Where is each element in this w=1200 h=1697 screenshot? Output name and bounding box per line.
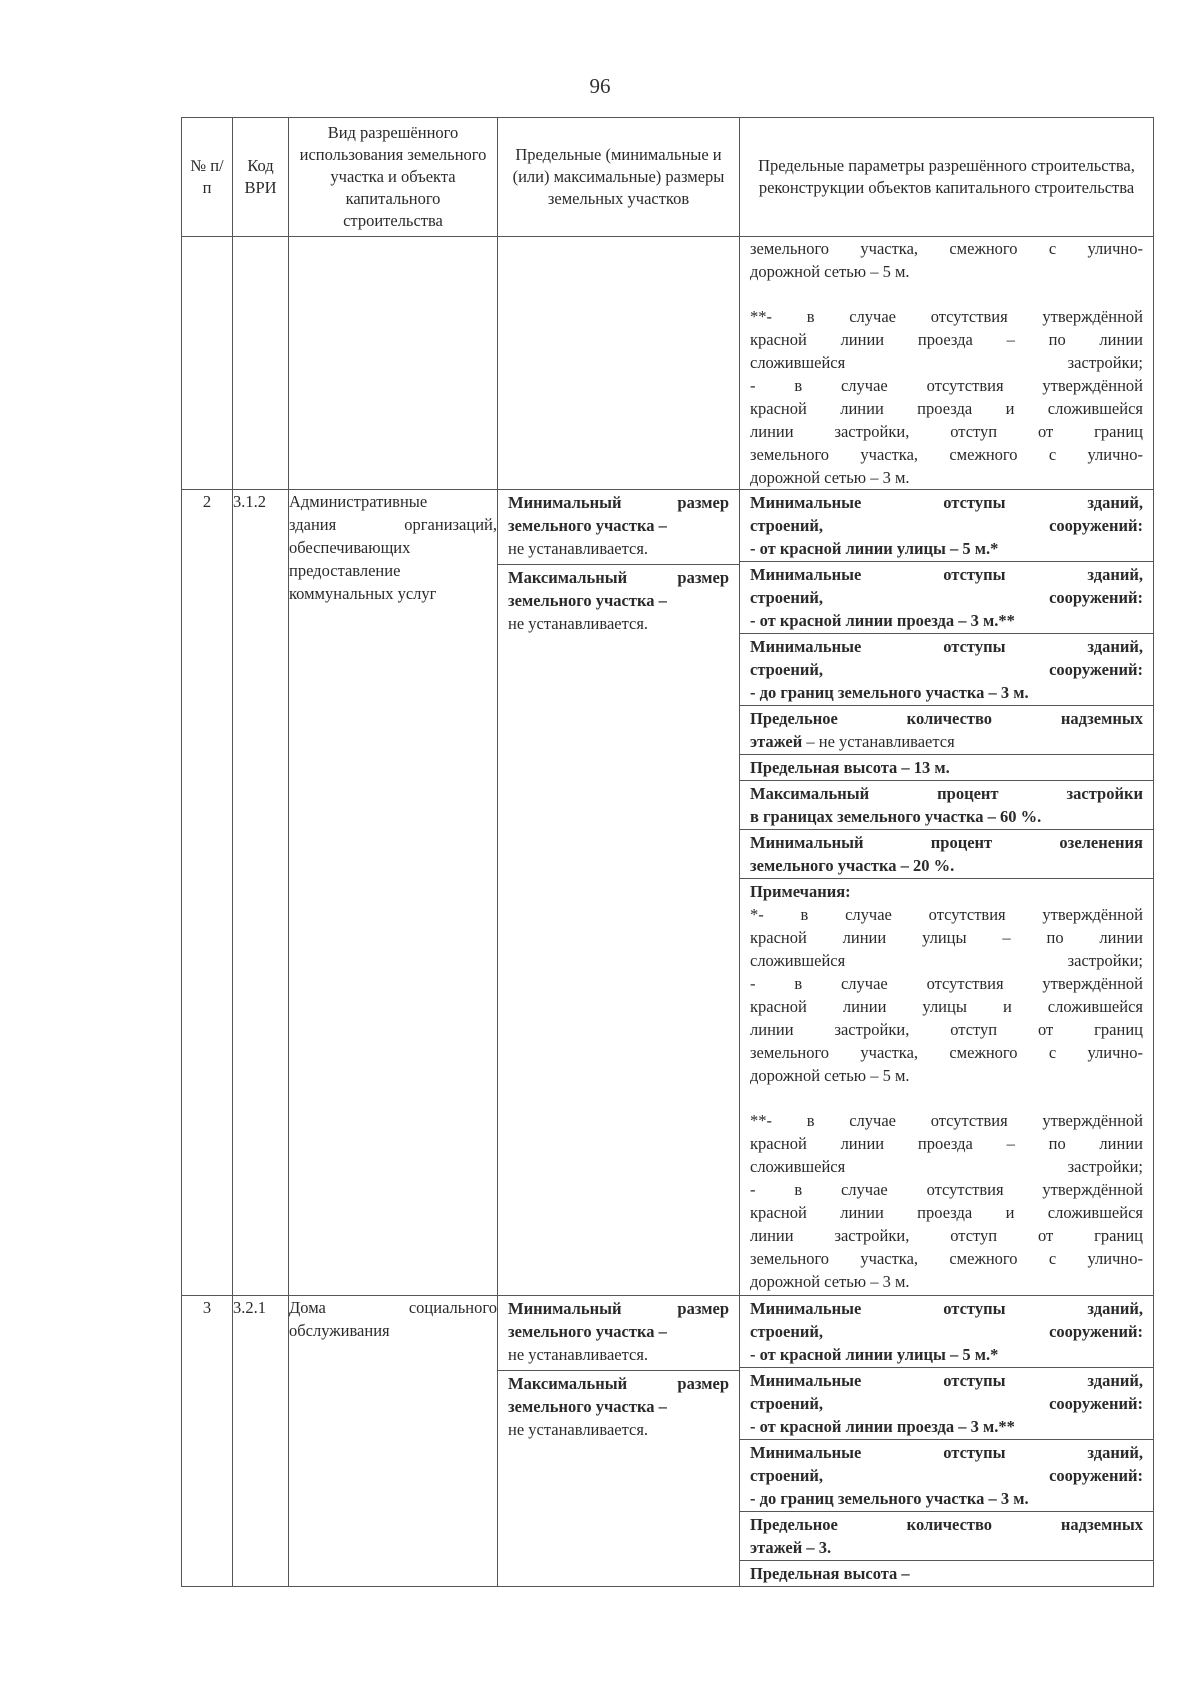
plot-size-bold-line: земельного участка – (508, 1397, 667, 1416)
parameter-line: строений, сооружений: (750, 1466, 1143, 1485)
parameter-line: строений, сооружений: (750, 1322, 1143, 1341)
page-number: 96 (589, 74, 611, 98)
parameter-line: - до границ земельного участка – 3 м. (750, 1489, 1029, 1508)
parameter-line: Предельное количество надземных (750, 1515, 1143, 1534)
plot-size-bold-line: земельного участка – (508, 516, 667, 535)
parameter-line: Минимальные отступы зданий, (750, 1299, 1143, 1318)
parameter-block (740, 1440, 1153, 1512)
plot-size-value: не устанавливается. (508, 539, 649, 558)
parameter-line: Предельная высота – (750, 1564, 910, 1583)
notes-title: Примечания: (750, 882, 851, 901)
plot-size-value: не устанавливается. (508, 614, 649, 633)
notes-block (740, 879, 1153, 1295)
plot-size-bold-line: Минимальный размер (508, 493, 729, 512)
plot-size-block (498, 490, 739, 565)
parameter-line: - до границ земельного участка – 3 м. (750, 683, 1029, 702)
plot-size-block (498, 1296, 739, 1371)
header-code: Код ВРИ (233, 118, 289, 237)
plot-size-bold-line: Максимальный размер (508, 568, 729, 587)
parameter-line: - от красной линии улицы – 5 м.* (750, 1345, 999, 1364)
continuation-text-a (740, 237, 1153, 283)
parameter-block (740, 1512, 1153, 1561)
continuation-line: красной линии проезда и сложившейся (750, 399, 1143, 418)
parameter-line: - от красной линии улицы – 5 м.* (750, 539, 999, 558)
continuation-text-b (740, 305, 1153, 489)
plot-size-value: не устанавливается. (508, 1345, 649, 1364)
continuation-line: **- в случае отсутствия утверждённой (750, 307, 1143, 326)
use-type-line: Дома социального (289, 1298, 497, 1317)
header-number: № п/п (182, 118, 233, 237)
note-line: - в случае отсутствия утверждённой (750, 1180, 1143, 1199)
parameter-line: строений, сооружений: (750, 1394, 1143, 1413)
parameter-block (740, 755, 1153, 781)
parameter-block (740, 562, 1153, 634)
plot-size-bold-line: земельного участка – (508, 591, 667, 610)
parameter-line: строений, сооружений: (750, 588, 1143, 607)
continuation-line: линии застройки, отступ от границ (750, 422, 1143, 441)
plot-size-bold-line: Минимальный размер (508, 1299, 729, 1318)
parameter-block (740, 490, 1153, 562)
use-type-line: коммунальных услуг (289, 584, 437, 603)
plot-size-bold-line: Максимальный размер (508, 1374, 729, 1393)
note-line: земельного участка, смежного с улично- (750, 1043, 1143, 1062)
parameter-line: этажей – не устанавливается (750, 732, 955, 751)
note-line: **- в случае отсутствия утверждённой (750, 1111, 1143, 1130)
parameter-line: Минимальные отступы зданий, (750, 493, 1143, 512)
plot-size-block (498, 565, 739, 639)
note-line: - в случае отсутствия утверждённой (750, 974, 1143, 993)
plot-size-bold-line: земельного участка – (508, 1322, 667, 1341)
parameter-line: Минимальный процент озеленения (750, 833, 1143, 852)
row-parameters (740, 1296, 1154, 1587)
continuation-line: дорожной сетью – 3 м. (750, 468, 910, 487)
note-line: сложившейся застройки; (750, 951, 1143, 970)
plot-size-value: не устанавливается. (508, 1420, 649, 1439)
regulations-table (181, 117, 1154, 1587)
parameter-line: в границах земельного участка – 60 %. (750, 807, 1042, 826)
parameter-line: этажей – 3. (750, 1538, 832, 1557)
note-line: красной линии улицы – по линии (750, 928, 1143, 947)
row-code: 3.2.1 (233, 1296, 289, 1587)
parameter-line: Минимальные отступы зданий, (750, 1371, 1143, 1390)
parameter-line: Минимальные отступы зданий, (750, 1443, 1143, 1462)
note-line: земельного участка, смежного с улично- (750, 1249, 1143, 1268)
parameter-line: Максимальный процент застройки (750, 784, 1143, 803)
note-line: линии застройки, отступ от границ (750, 1020, 1143, 1039)
notes-gap (750, 1087, 1143, 1109)
row-use-type (289, 490, 498, 1296)
parameter-block (740, 1561, 1153, 1586)
parameter-line: строений, сооружений: (750, 516, 1143, 535)
continuation-line: сложившейся застройки; (750, 353, 1143, 372)
table-row (182, 1296, 1154, 1587)
row-code: 3.1.2 (233, 490, 289, 1296)
note-line: красной линии проезда – по линии (750, 1134, 1143, 1153)
header-plot-sizes: Предельные (минимальные и (или) максимальные) размеры земельных участков (498, 118, 740, 237)
parameter-block (740, 781, 1153, 830)
table-header-row (182, 118, 1154, 237)
continuation-line: земельного участка, смежного с улично- (750, 445, 1143, 464)
row-number: 3 (182, 1296, 233, 1587)
parameter-block (740, 1296, 1153, 1368)
parameter-line: земельного участка – 20 %. (750, 856, 955, 875)
row-plot-sizes (498, 1296, 740, 1587)
use-type-line: предоставление (289, 561, 401, 580)
use-type-line: обслуживания (289, 1321, 390, 1340)
note-line: сложившейся застройки; (750, 1157, 1143, 1176)
continuation-cell (740, 237, 1154, 490)
row-parameters (740, 490, 1154, 1296)
parameter-line: Минимальные отступы зданий, (750, 637, 1143, 656)
plot-size-block (498, 1371, 739, 1445)
row-number: 2 (182, 490, 233, 1296)
table-row-continuation (182, 237, 1154, 490)
continuation-line: красной линии проезда – по линии (750, 330, 1143, 349)
parameter-line: - от красной линии проезда – 3 м.** (750, 1417, 1015, 1436)
note-line: дорожной сетью – 3 м. (750, 1272, 910, 1291)
use-type-line: обеспечивающих (289, 538, 411, 557)
continuation-line: дорожной сетью – 5 м. (750, 262, 910, 281)
parameter-block (740, 830, 1153, 879)
row-plot-sizes (498, 490, 740, 1296)
continuation-line: - в случае отсутствия утверждённой (750, 376, 1143, 395)
note-line: дорожной сетью – 5 м. (750, 1066, 910, 1085)
note-line: красной линии проезда и сложившейся (750, 1203, 1143, 1222)
parameter-block (740, 634, 1153, 706)
use-type-line: здания организаций, (289, 515, 497, 534)
table-row (182, 490, 1154, 1296)
note-line: *- в случае отсутствия утверждённой (750, 905, 1143, 924)
parameter-line: - от красной линии проезда – 3 м.** (750, 611, 1015, 630)
use-type-line: Административные (289, 492, 428, 511)
header-use-type: Вид разрешённого использования земельного участка и объекта капитального строительства (289, 118, 498, 237)
parameter-line: Минимальные отступы зданий, (750, 565, 1143, 584)
parameter-tail: – не устанавливается (802, 732, 955, 751)
parameter-line: Предельная высота – 13 м. (750, 758, 950, 777)
row-use-type (289, 1296, 498, 1587)
parameter-block (740, 706, 1153, 755)
parameter-line: Предельное количество надземных (750, 709, 1143, 728)
continuation-line: земельного участка, смежного с улично- (750, 239, 1143, 258)
note-line: красной линии улицы и сложившейся (750, 997, 1143, 1016)
parameter-line: строений, сооружений: (750, 660, 1143, 679)
parameter-block (740, 1368, 1153, 1440)
header-parameters: Предельные параметры разрешённого строительства, реконструкции объектов капитального строительства (740, 118, 1154, 237)
note-line: линии застройки, отступ от границ (750, 1226, 1143, 1245)
